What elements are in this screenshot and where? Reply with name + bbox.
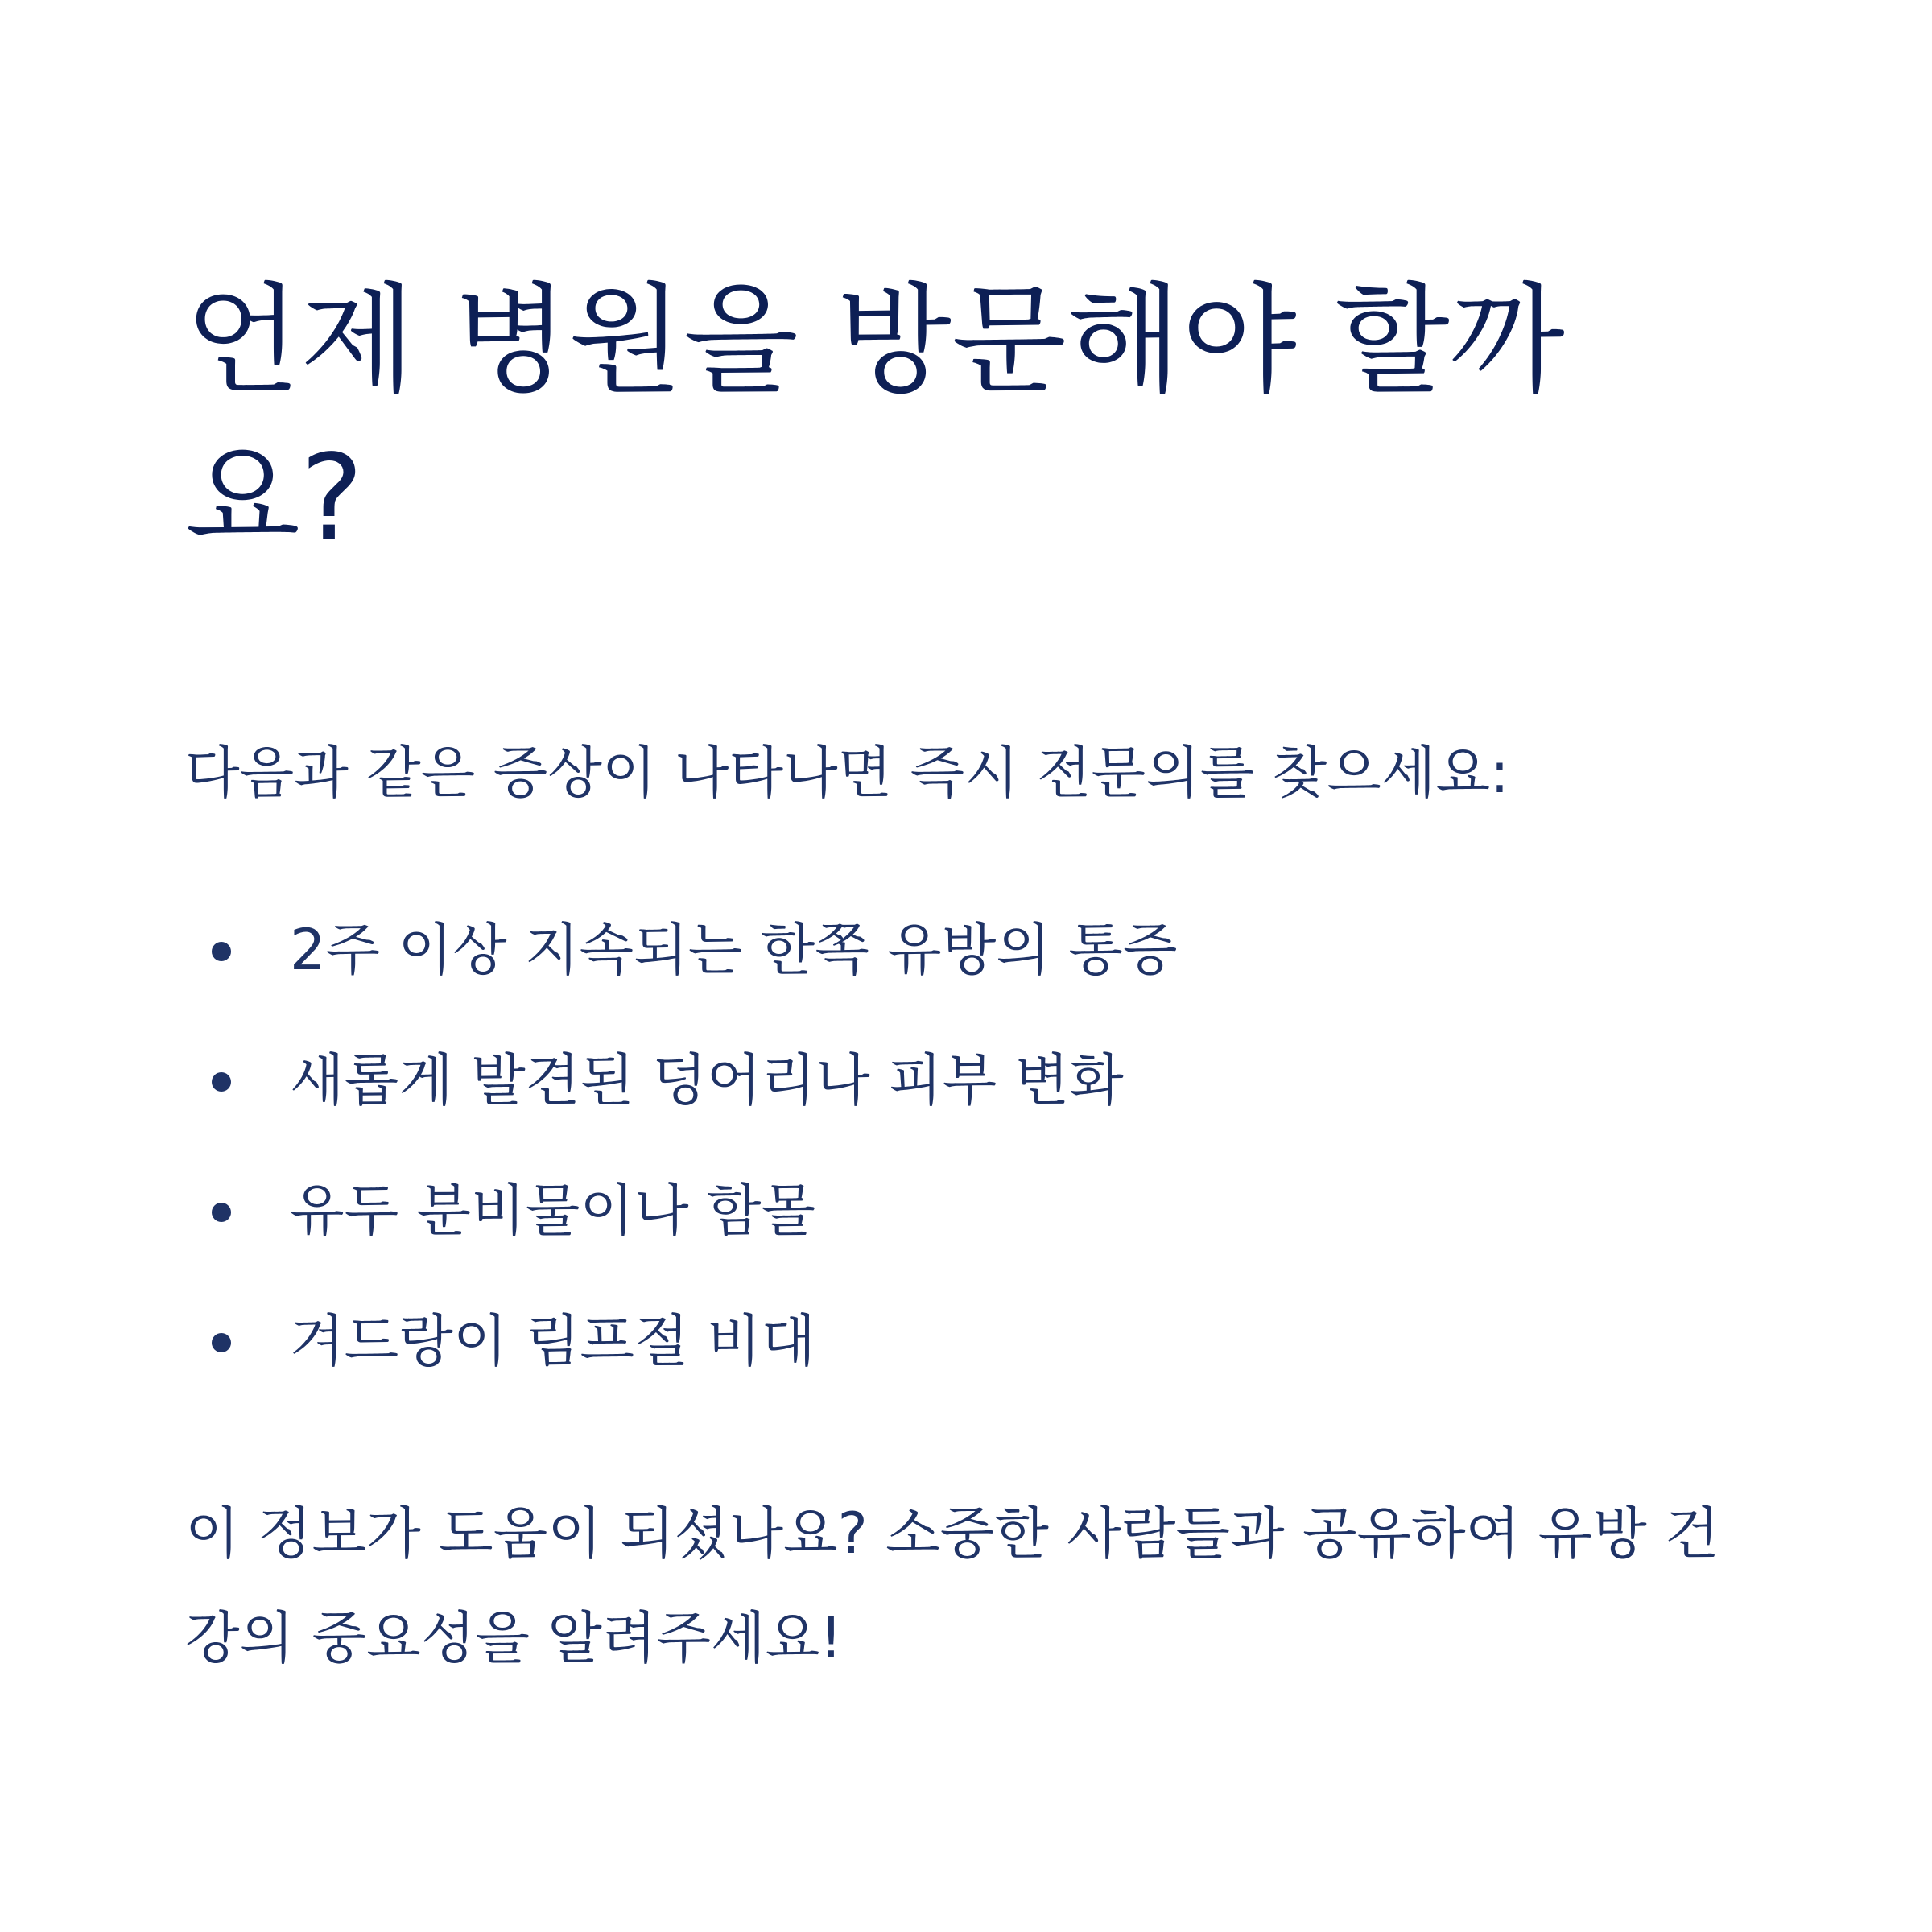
page-title: 언제 병원을 방문해야 할까요? xyxy=(185,271,1565,568)
list-item xyxy=(185,910,1715,1040)
list-item xyxy=(185,1040,1715,1170)
symptom-text: 2주 이상 지속되는 한쪽 유방의 통증 xyxy=(290,917,1178,983)
symptom-text: 겨드랑이 림프절 비대 xyxy=(290,1308,816,1374)
symptom-text: 새롭게 발견된 덩어리나 피부 변화 xyxy=(290,1047,1124,1113)
bullet-icon xyxy=(212,1333,231,1352)
symptom-text: 유두 분비물이나 함몰 xyxy=(290,1178,816,1244)
intro-text: 다음과 같은 증상이 나타나면 즉시 전문의를 찾으세요: xyxy=(185,740,1509,806)
list-item xyxy=(185,1301,1715,1431)
closing-text: 이 정보가 도움이 되셨나요? 소중한 사람들과 공유하여 유방 건강의 중요성을 알려주세요! xyxy=(185,1501,1719,1671)
bullet-icon xyxy=(212,942,231,961)
bullet-icon xyxy=(212,1072,231,1092)
bullet-icon xyxy=(212,1203,231,1222)
symptom-list xyxy=(185,910,1715,1431)
list-item xyxy=(185,1170,1715,1301)
